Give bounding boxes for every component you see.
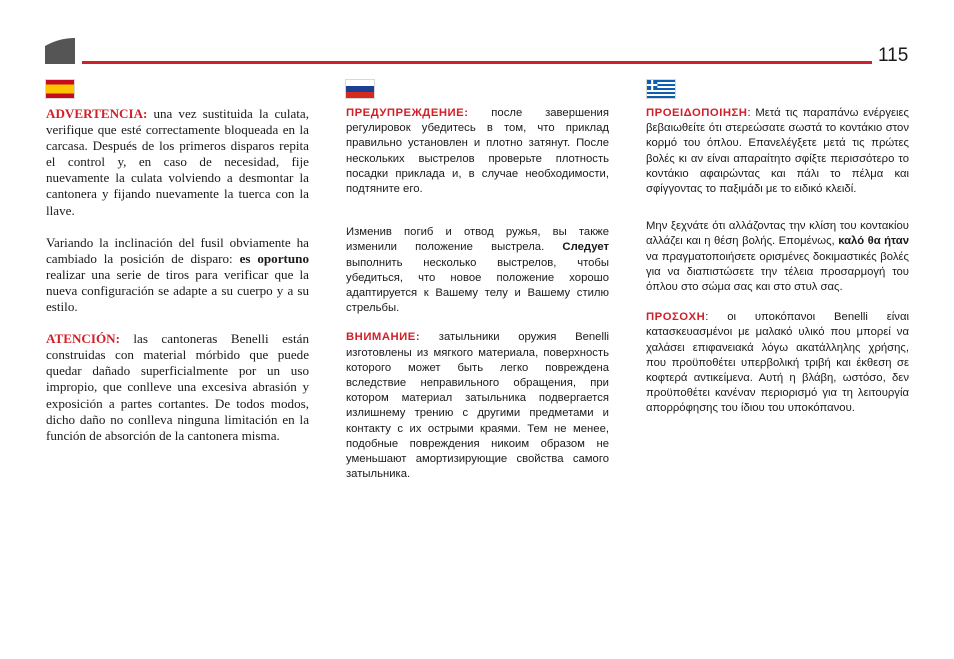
header-rule <box>82 61 872 64</box>
es-position-text-b: realizar una serie de tiros para verificar que la nueva configuración se adapte a su cuerpo y a su estilo. <box>46 266 309 315</box>
gr-position-text-a: Μην ξεχνάτε ότι αλλάζοντας την κλίση του κοντακίου αλλάζει και η θέση βολής. Επομένως, <box>646 220 909 248</box>
gr-warning-text: : Μετά τις παραπάνω ενέργειες βεβαιωθείτε ότι στερεώσατε σωστά το κοντάκιο στον κορμό του όπλου. Επανελέγξετε μετά τις πρώτες βολές κι αν είναι απαραίτητο σφίξτε περισσότερο το κοντάκιο αφαιρώντας και πάλι το πέλμα και σφίγγοντας το παξιμάδι με το ειδικό κλειδί. <box>646 107 909 196</box>
es-attention-label: ATENCIÓN: <box>46 331 120 347</box>
es-warning-paragraph <box>46 106 309 219</box>
page-number: 115 <box>878 45 909 66</box>
gr-position-text-b: να πραγματοποιήσετε ορισμένες δοκιμαστικές βολές για να διαπιστώσετε την τέλεια προσαρμογή του όπλου στο σώμα σας και στο στυλ σας. <box>646 250 909 294</box>
gr-attention-paragraph <box>646 310 909 416</box>
spanish-column <box>46 106 309 444</box>
gr-attention-text: : οι υποκόπανοι Benelli είναι κατασκευασμένοι με μαλακό υλικό που μπορεί να χαλάσει επιφανειακά λόγω ακατάλληλης χρήσης, που προϋποθέτει υπερβολική τριβή και έκθεση σε κοφτερά αντικείμενα. Αυτή η βλάβη, ωστόσο, δεν προϋποθέτει κανέναν περιορισμό για τη λειτουργία απορρόφησης του ίδιου του υποκόπανου. <box>646 311 909 415</box>
ru-position-bold: Следует <box>562 241 609 254</box>
es-position-paragraph <box>46 235 309 315</box>
gr-warning-paragraph <box>646 106 909 197</box>
gr-warning-label: ΠΡΟΕΙΔΟΠΟΙΗΣΗ <box>646 107 748 119</box>
gr-attention-label: ΠΡΟΣΟΧΗ <box>646 311 706 324</box>
es-warning-label: ADVERTENCIA: <box>46 106 148 121</box>
gr-position-paragraph <box>646 219 909 295</box>
es-position-bold: es oportuno <box>239 250 309 266</box>
russia-flag-icon <box>345 79 375 99</box>
ru-attention-paragraph <box>346 330 609 482</box>
gr-position-bold: καλό θα ήταν <box>838 235 909 248</box>
greek-column <box>646 106 909 417</box>
ru-attention-label: ВНИМАНИЕ: <box>346 331 421 344</box>
ru-warning-text: после завершения регулировок убедитесь в том, что приклад правильно установлен и плотно затянут. После нескольких выстрелов проверьте плотность посадки приклада и, в случае необходимости, подтяните его. <box>346 107 609 196</box>
ru-position-text-a: Изменив погиб и отвод ружья, вы также изменили положение выстрела. <box>346 226 609 254</box>
russian-column <box>346 106 609 482</box>
es-attention-paragraph <box>46 331 309 444</box>
es-position-text-a: Variando la inclinación del fusil obviamente ha cambiado la posición de disparo: <box>46 234 309 266</box>
ru-position-paragraph <box>346 225 609 316</box>
brand-logo-icon <box>45 38 75 64</box>
ru-warning-label: ПРЕДУПРЕЖДЕНИЕ: <box>346 107 469 119</box>
spain-flag-icon <box>45 79 75 99</box>
es-attention-text: las cantoneras Benelli están construidas con material mórbido que puede quedar dañado superficialmente por un uso impropio, que conlleve una excesiva abrasión y exposición a partes cortantes. De todos modos, dicho daño no conlleva ninguna limitación en la función de absorción de la cantonera misma. <box>46 331 309 443</box>
greece-flag-icon <box>646 79 676 99</box>
ru-warning-paragraph <box>346 106 609 197</box>
ru-position-text-b: выполнить несколько выстрелов, чтобы убедиться, что новое положение хорошо адаптируется к Вашему телу и Вашему стилю стрельбы. <box>346 256 609 315</box>
es-warning-text: una vez sustituida la culata, verifique que esté correctamente bloqueada en la carcasa. Después de los primeros disparos repita el control y, en caso de necesidad, fije nuevamente la culata volviendo a desmontar la cantonera y fijando nuevamente la tuerca con la llave. <box>46 106 309 218</box>
ru-attention-text: затыльники оружия Benelli изготовлены из мягкого материала, поверхность которого может быть легко повреждена вследствие неправильного обращения, при котором материал затыльника подвергается излишнему трению с другими предметами и контакту с их острыми краями. Тем не менее, подобные повреждения никоим образом не уменьшают амортизирующие свойства самого затыльника. <box>346 331 609 481</box>
